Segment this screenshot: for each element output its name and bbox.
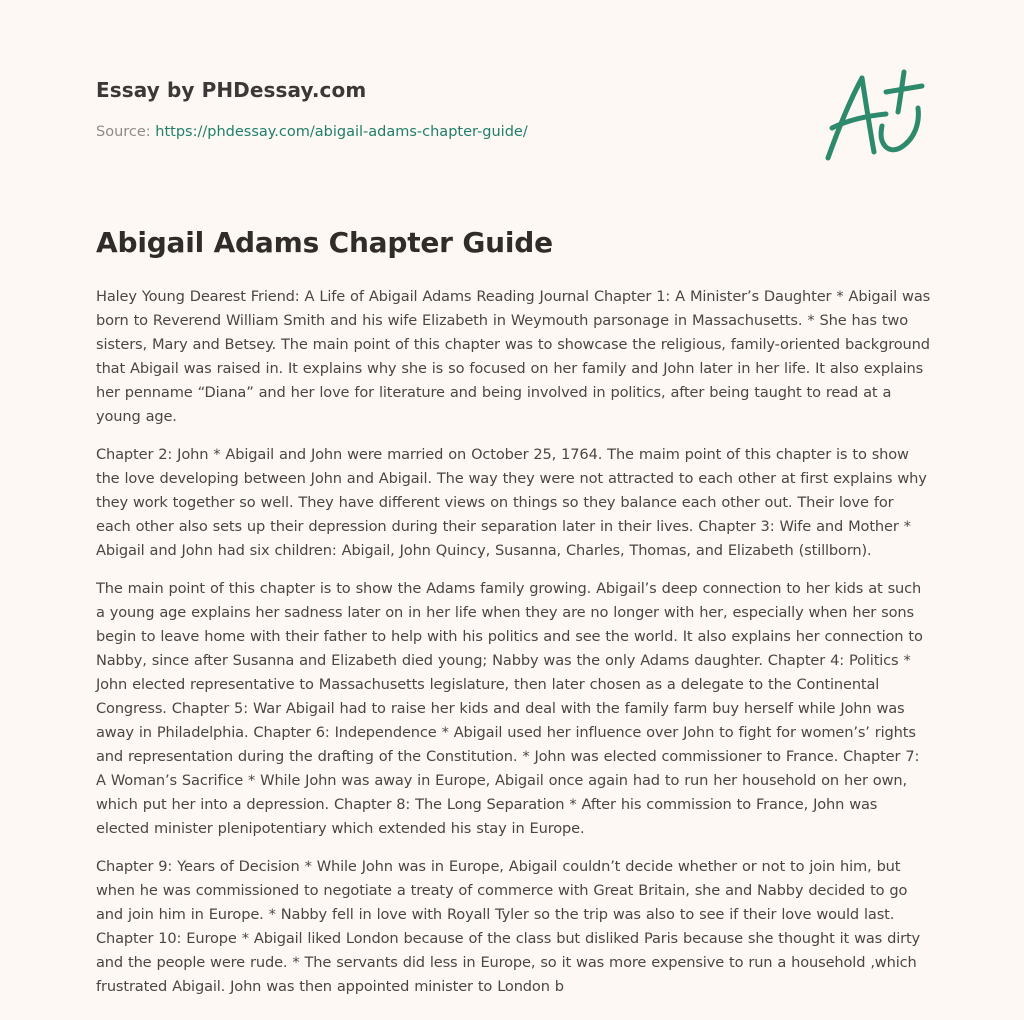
essay-paragraph: Chapter 9: Years of Decision * While John was in Europe, Abigail couldn’t decide whether or not to join him, but when he was commissioned to negotiate a treaty of commerce with Great Britain, she and Nabby decided to go and join him in Europe. * Nabby fell in love with Royall Tyler so the trip was also to see if their love would last. Chapter 10: Europe * Abigail liked London because of the class but disliked Paris because she thought it was dirty and the people were rude. * The servants did less in Europe, so it was more expensive to run a household ,which frustrated Abigail. John was then appointed minister to London b [96, 858, 921, 995]
site-title: Essay by PHDessay.com [96, 78, 367, 102]
essay-title: Abigail Adams Chapter Guide [96, 226, 553, 259]
essay-body [96, 285, 932, 1013]
essay-paragraph: Haley Young Dearest Friend: A Life of Abigail Adams Reading Journal Chapter 1: A Minister’s Daughter * Abigail was born to Reverend William Smith and his wife Elizabeth in Weymouth parsonage in Massachusetts. * She has two sisters, Mary and Betsey. The main point of this chapter was to showcase the religious, family-oriented background that Abigail was raised in. It explains why she is so focused on her family and John later in her life. It also explains her penname “Diana” and her love for literature and being involved in politics, after being taught to read at a young age. [96, 288, 931, 425]
source-line [96, 124, 528, 140]
a-plus-logo-icon [818, 68, 930, 164]
essay-paragraph: Chapter 2: John * Abigail and John were married on October 25, 1764. The maim point of this chapter is to show the love developing between John and Abigail. The way they were not attracted to each other at first explains why they work together so well. They have different views on things so they balance each other out. Their love for each other also sets up their depression during their separation later in their lives. Chapter 3: Wife and Mother * Abigail and John had six children: Abigail, John Quincy, Susanna, Charles, Thomas, and Elizabeth (stillborn). [96, 446, 927, 559]
essay-paragraph: The main point of this chapter is to show the Adams family growing. Abigail’s deep connection to her kids at such a young age explains her sadness later on in her life when they are no longer with her, especially when her sons begin to leave home with their father to help with his politics and see the world. It also explains her connection to Nabby, since after Susanna and Elizabeth died young; Nabby was the only Adams daughter. Chapter 4: Politics * John elected representative to Massachusetts legislature, then later chosen as a delegate to the Continental Congress. Chapter 5: War Abigail had to raise her kids and deal with the family farm buy herself while John was away in Philadelphia. Chapter 6: Independence * Abigail used her influence over John to fight for women’s’ rights and representation during the drafting of the Constitution. * John was elected commissioner to France. Chapter 7: A Woman’s Sacrifice * While John was away in Europe, Abigail once again had to run her household on her own, which put her into a depression. Chapter 8: The Long Separation * After his commission to France, John was elected minister plenipotentiary which extended his stay in Europe. [96, 580, 923, 837]
source-label: Source: [96, 124, 156, 140]
source-link[interactable]: https://phdessay.com/abigail-adams-chapter-guide/ [155, 124, 528, 140]
